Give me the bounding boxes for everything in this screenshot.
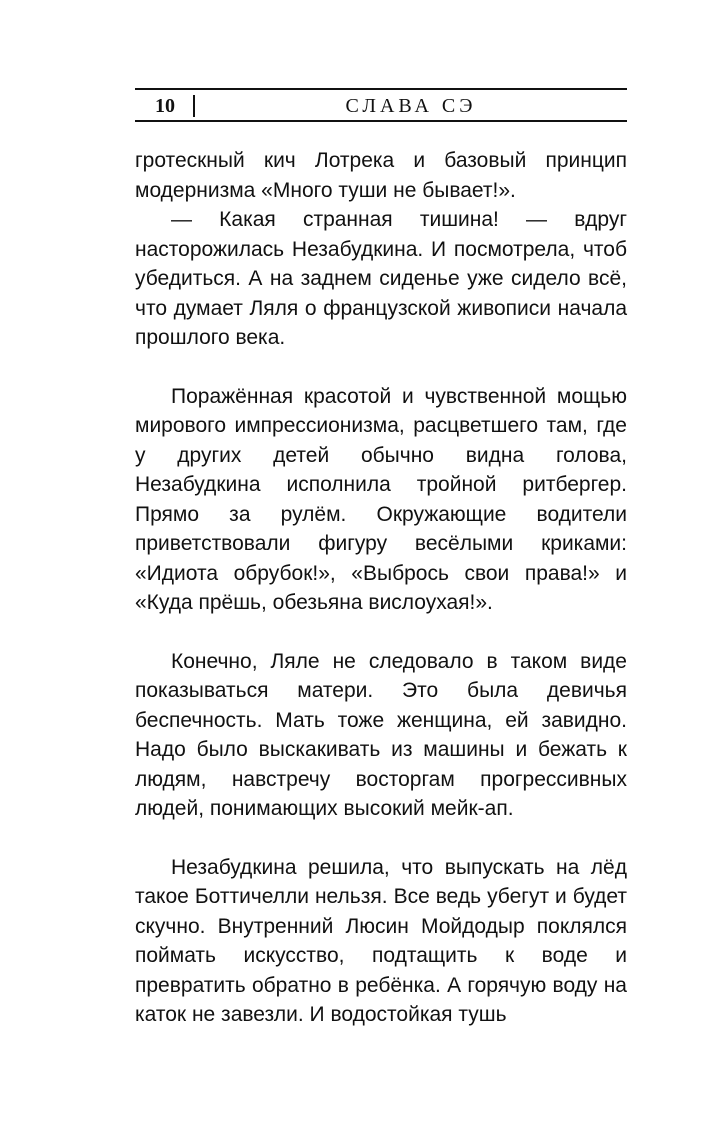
body-text xyxy=(135,146,627,1030)
paragraph: Незабудкина решила, что выпускать на лёд такое Боттичелли нельзя. Все ведь убегут и будет скучно. Внутренний Люсин Мойдодыр поклялся поймать искусство, подтащить к воде и превратить обратно в ребёнка. А горячую воду на каток не завезли. И водостойкая тушь xyxy=(135,855,627,1026)
page-number: 10 xyxy=(155,95,175,117)
paragraph: Поражённая красотой и чувственной мощью мирового импрессионизма, расцветшего там, где у других детей обычно видна голова, Незабудкина исполнила тройной ритбергер. Прямо за рулём. Окружающие водители приветствовали фигуру весёлыми криками: «Идиота обрубок!», «Выбрось свои права!» и «Куда прёшь, обезьяна вислоухая!». xyxy=(135,384,627,614)
paragraph: — Какая странная тишина! — вдруг насторожилась Незабудкина. И посмотрела, чтоб убедиться. А на заднем сиденье уже сидело всё, что думает Ляля о французской живописи начала прошлого века. xyxy=(135,208,627,349)
paragraph: Конечно, Ляле не следовало в таком виде показываться матери. Это была девичья беспечность. Мать тоже женщина, ей завидно. Надо было выскакивать из машины и бежать к людям, навстречу восторгам прогрессивных людей, понимающих высокий мейк-ап. xyxy=(135,649,627,820)
paragraph-continuation: гротескный кич Лотрека и базовый принцип модернизма «Много туши не бывает!». xyxy=(135,149,627,202)
running-head-author: СЛАВА СЭ xyxy=(345,95,477,117)
running-header xyxy=(135,88,627,122)
